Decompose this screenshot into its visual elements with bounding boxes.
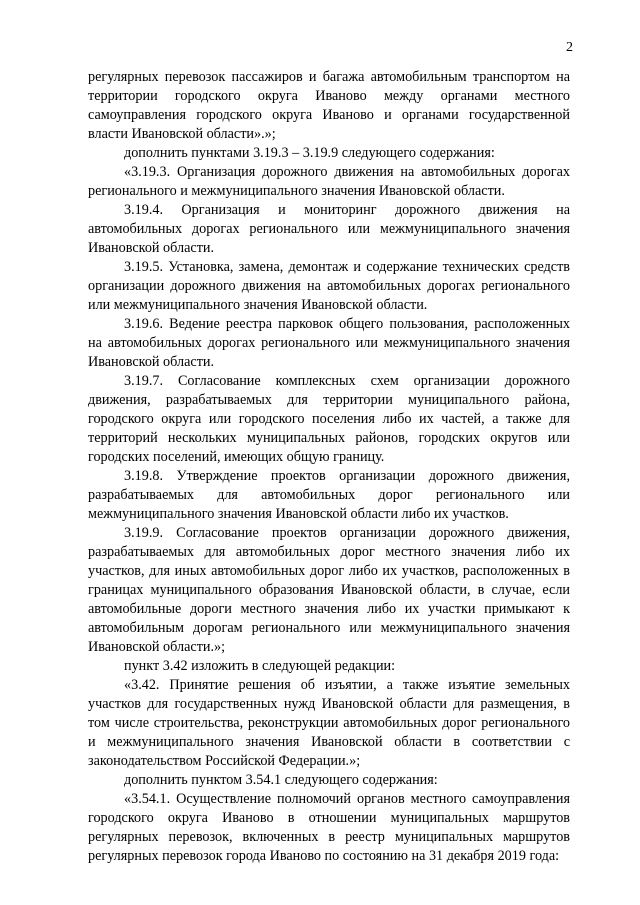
page-number: 2 [566,40,573,55]
document-body [88,68,570,866]
paragraph-3-19-4: 3.19.4. Организация и мониторинг дорожного движения на автомобильных дорогах регионального или межмуниципального значения Ивановской области. [88,202,570,256]
paragraph-amend-3-42: пункт 3.42 изложить в следующей редакции: [124,658,396,674]
paragraph-3-42: «3.42. Принятие решения об изъятии, а также изъятие земельных участков для государственных нужд Ивановской области для размещения, в том числе строительства, реконструкции автомобильных дорог регионального и межмуниципального значения Ивановской области в соответствии с законодательством Российской Федерации.»; [88,677,570,769]
paragraph-3-19-6: 3.19.6. Ведение реестра парковок общего пользования, расположенных на автомобильных дорогах регионального или межмуниципального значения Ивановской области. [88,316,570,370]
paragraph-3-19-8: 3.19.8. Утверждение проектов организации дорожного движения, разрабатываемых для автомобильных дорог регионального или межмуниципального значения Ивановской области либо их участков. [88,468,570,522]
paragraph-3-54-1: «3.54.1. Осуществление полномочий органов местного самоуправления городского округа Иваново в отношении муниципальных маршрутов регулярных перевозок, включенных в реестр муниципальных маршрутов регулярных перевозок города Иваново по состоянию на 31 декабря 2019 года: [88,791,570,864]
paragraph-amend-3-54-1: дополнить пунктом 3.54.1 следующего содержания: [124,772,438,788]
paragraph-3-19-3: «3.19.3. Организация дорожного движения на автомобильных дорогах регионального и межмуниципального значения Ивановской области. [88,164,570,199]
paragraph-3-19-7: 3.19.7. Согласование комплексных схем организации дорожного движения, разрабатываемых для территории муниципального района, городского округа или городского поселения либо их частей, а также для территорий нескольких муниципальных районов, городских округов или городских поселений, имеющих общую границу. [88,373,570,465]
paragraph-3-19-5: 3.19.5. Установка, замена, демонтаж и содержание технических средств организации дорожного движения на автомобильных дорогах регионального или межмуниципального значения Ивановской области. [88,259,570,313]
paragraph-3-19-9: 3.19.9. Согласование проектов организации дорожного движения, разрабатываемых для автомобильных дорог местного значения либо их участков, для иных автомобильных дорог либо их участков, расположенных в границах муниципального образования Ивановской области, в случае, если автомобильные дороги местного значения либо их участки примыкают к автомобильным дорогам регионального или межмуниципального значения Ивановской области.»; [88,525,570,655]
paragraph-amend-3-19: дополнить пунктами 3.19.3 – 3.19.9 следующего содержания: [124,145,495,161]
paragraph-continuation: регулярных перевозок пассажиров и багажа автомобильным транспортом на территории городского округа Иваново между органами местного самоуправления городского округа Иваново и органами государственной власти Ивановской области».»; [88,69,570,142]
